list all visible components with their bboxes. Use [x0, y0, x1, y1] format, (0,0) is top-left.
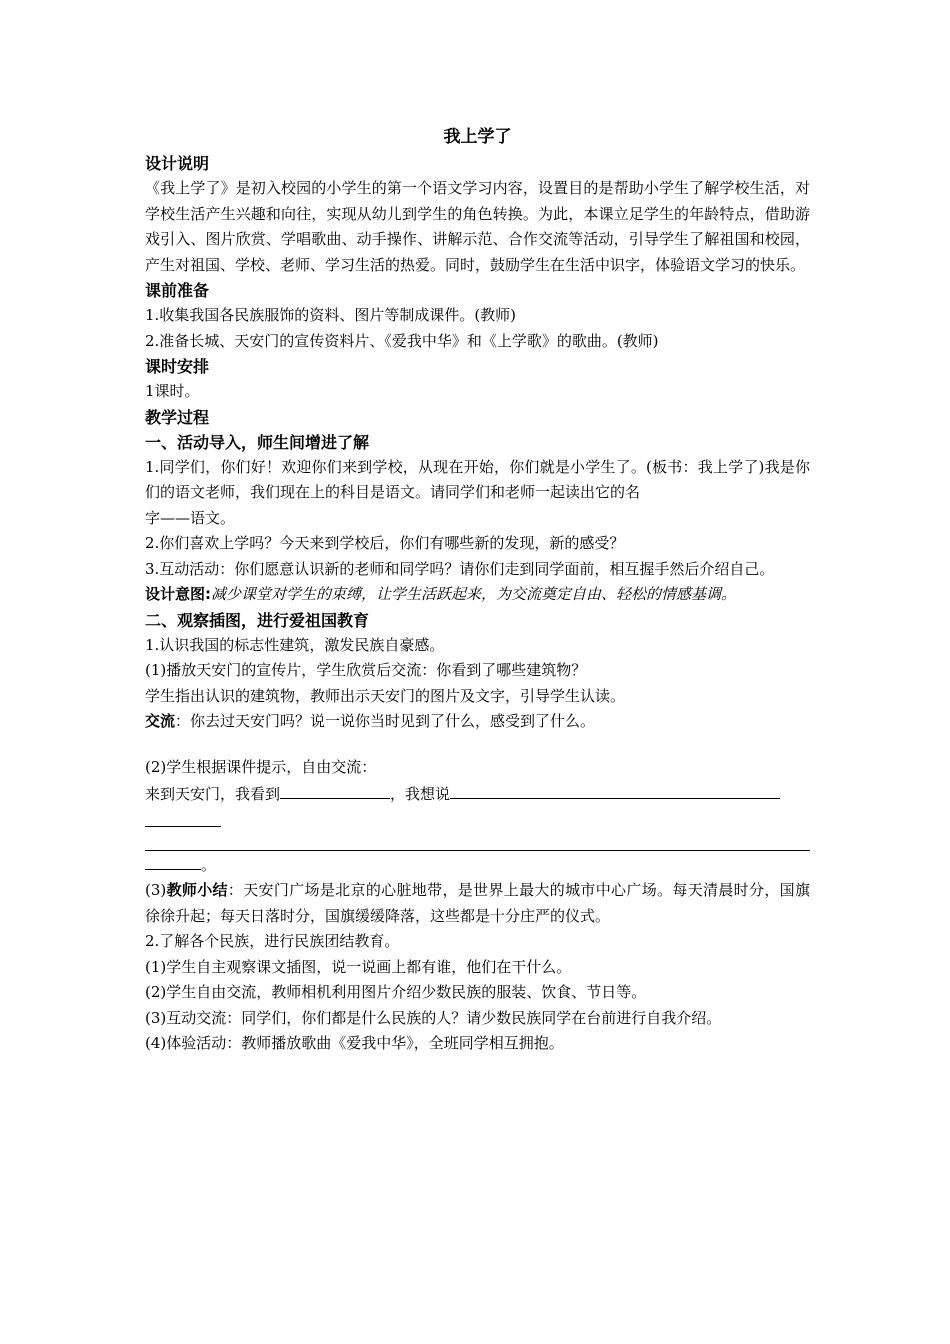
summary-text: ：天安门广场是北京的心脏地带，是世界上最大的城市中心广场。每天清晨时分，国旗徐徐升起；每天日落时分，国旗缓缓降落，这些都是十分庄严的仪式。: [145, 881, 810, 925]
preparation-item-1: 1.收集我国各民族服饰的资料、图片等制成课件。(教师): [145, 306, 517, 324]
heading-teaching-process: 教学过程: [145, 407, 210, 427]
blank-line: [145, 735, 810, 755]
fill-blank-1: [280, 780, 390, 799]
fill-blank-2: [450, 780, 780, 799]
heading-preparation: 课前准备: [145, 281, 210, 300]
part2-item-1-1: (1)播放天安门的宣传片，学生欣赏后交流：你看到了哪些建筑物？: [145, 661, 587, 679]
exchange-text: ：你去过天安门吗？说一说你当时见到了什么，感受到了什么。: [175, 712, 596, 730]
heading-part-2: 二、观察插图，进行爱祖国教育: [145, 610, 370, 630]
part2-item-1-1b: 学生指出认识的建筑物，教师出示天安门的图片及文字，引导学生认读。: [145, 686, 626, 705]
fill-blank-2-tail: [145, 808, 221, 827]
exchange-label: 交流: [145, 712, 176, 730]
part1-item-1: 1.同学们，你们好！欢迎你们来到学校，从现在开始，你们就是小学生了。(板书：我上学了)我是你们的语文老师，我们现在上的科目是语文。请同学们和老师一起读出它的名: [145, 457, 810, 501]
document-title: 我上学了: [443, 127, 512, 147]
part2-item-1-2: (2)学生根据课件提示，自由交流：: [145, 757, 377, 776]
preparation-item-2: 2.准备长城、天安门的宣传资料片、《爱我中华》和《上学歌》的歌曲。(教师): [145, 331, 659, 350]
part1-design-intent: [145, 582, 810, 608]
part2-item-2-1: (1)学生自主观察课文插图，说一说画上都有谁，他们在干什么。: [145, 957, 572, 976]
fill-text-a: 来到天安门，我看到: [145, 785, 281, 803]
fill-blank-3-end: [145, 851, 810, 879]
design-notes-text: 《我上学了》是初入校园的小学生的第一个语文学习内容，设置目的是帮助小学生了解学校生活，对学校生活产生兴趣和向往，实现从幼儿到学生的角色转换。为此，本课立足学生的年龄特点，借助游戏引入、图片欣赏、学唱歌曲、动手操作、讲解示范、合作交流等活动，引导学生了解祖国和校园，产生对祖国、学校、老师、学习生活的热爱。同时，鼓励学生在生活中识字，体验语文学习的快乐。: [145, 179, 810, 274]
part2-item-1-3: [145, 878, 810, 929]
document-content: [145, 124, 810, 1057]
design-intent-text: 减少课堂对学生的束缚，让学生活跃起来，为交流奠定自由、轻松的情感基调。: [211, 585, 737, 603]
fill-text-b: ，我想说: [390, 785, 451, 803]
design-intent-label: 设计意图:: [145, 585, 211, 603]
schedule-text: 1课时。: [145, 382, 200, 400]
fill-blank-3-tail: [145, 851, 201, 870]
fill-blank-3: [145, 830, 810, 851]
part2-exchange: [145, 709, 810, 735]
summary-prefix: (3): [145, 881, 167, 899]
part2-item-2-4: (4)体验活动：教师播放歌曲《爱我中华》，全班同学相互拥抱。: [145, 1034, 564, 1052]
part1-item-1-cont: 字——语文。: [145, 508, 236, 527]
summary-label: 教师小结: [166, 881, 228, 899]
part1-item-3: 3.互动活动：你们愿意认识新的老师和同学吗？请你们走到同学面前，相互握手然后介绍自己。: [145, 559, 775, 578]
part2-fill-sentence: [145, 780, 810, 808]
part2-item-2-2: (2)学生自由交流，教师相机利用图片介绍少数民族的服装、饮食、节日等。: [145, 983, 647, 1001]
part2-item-1: 1.认识我国的标志性建筑，激发民族自豪感。: [145, 635, 445, 654]
fill-blank-2-cont: [145, 808, 810, 830]
part2-item-2: 2.了解各个民族，进行民族团结教育。: [145, 932, 400, 950]
part1-item-2: 2.你们喜欢上学吗？今天来到学校后，你们有哪些新的发现，新的感受？: [145, 534, 625, 552]
heading-schedule: 课时安排: [145, 357, 210, 376]
part2-item-2-3: (3)互动交流：同学们，你们都是什么民族的人？请少数民族同学在台前进行自我介绍。: [145, 1008, 722, 1027]
heading-part-1: 一、活动导入，师生间增进了解: [145, 432, 370, 452]
fill-end: 。: [201, 855, 217, 874]
heading-design-notes: 设计说明: [145, 154, 210, 173]
